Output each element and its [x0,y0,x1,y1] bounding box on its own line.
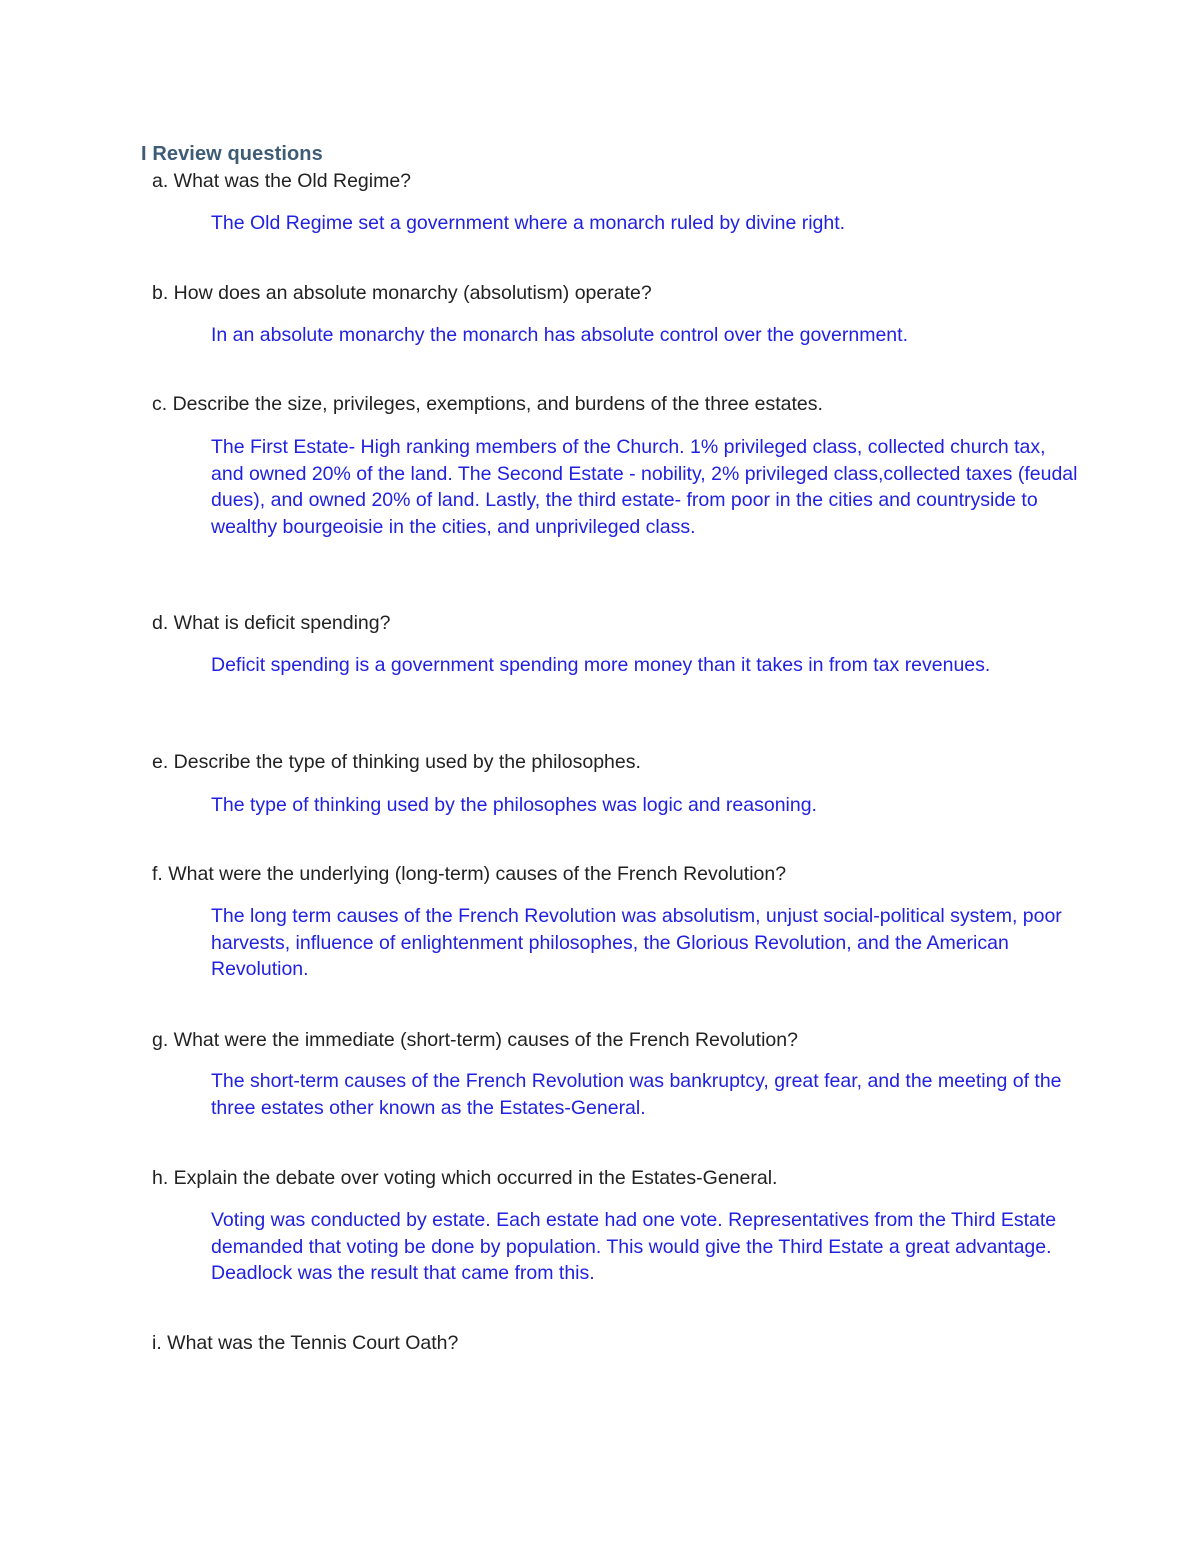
question-e: e. Describe the type of thinking used by the philosophes. [152,751,641,773]
question-f: f. What were the underlying (long-term) causes of the French Revolution? [152,863,787,885]
answer-a: The Old Regime set a government where a monarch ruled by divine right. [211,212,846,234]
question-g: g. What were the immediate (short-term) causes of the French Revolution? [152,1029,798,1051]
question-i: i. What was the Tennis Court Oath? [152,1332,459,1354]
question-a: a. What was the Old Regime? [152,170,412,192]
answer-g: The short-term causes of the French Revolution was bankruptcy, great fear, and the meeting of the three estates other known as the Estates-General. [211,1070,1062,1119]
answer-f: The long term causes of the French Revolution was absolutism, unjust social-political system, poor harvests, influence of enlightenment philosophes, the Glorious Revolution, and the American Revolution. [211,905,1062,981]
question-h: h. Explain the debate over voting which occurred in the Estates-General. [152,1167,778,1189]
answer-b: In an absolute monarchy the monarch has absolute control over the government. [211,324,908,346]
answer-c: The First Estate- High ranking members of the Church. 1% privileged class, collected church tax, and owned 20% of the land. The Second Estate - nobility, 2% privileged class,collected taxes (feudal dues), and owned 20% of land. Lastly, the third estate- from poor in the cities and countryside to wealthy bourgeoisie in the cities, and unprivileged class. [211,436,1078,539]
section-heading: I Review questions [141,143,323,165]
answer-d: Deficit spending is a government spending more money than it takes in from tax revenues. [211,654,991,676]
question-c: c. Describe the size, privileges, exemptions, and burdens of the three estates. [152,393,823,415]
question-b: b. How does an absolute monarchy (absolutism) operate? [152,282,652,304]
question-d: d. What is deficit spending? [152,612,391,634]
answer-h: Voting was conducted by estate. Each estate had one vote. Representatives from the Third Estate demanded that voting be done by population. This would give the Third Estate a great advantage. Deadlock was the result that came from this. [211,1209,1057,1285]
answer-e: The type of thinking used by the philosophes was logic and reasoning. [211,794,817,816]
